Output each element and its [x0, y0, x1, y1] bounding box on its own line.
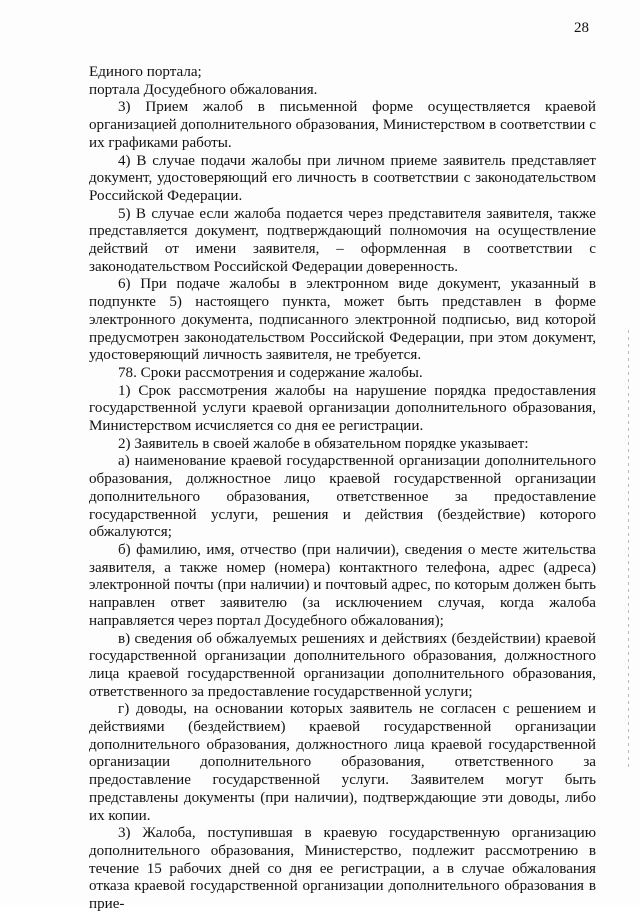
paragraph-78-2-complaint-content: 2) Заявитель в своей жалобе в обязательном порядке указывает: — [118, 435, 529, 452]
section-heading-78: 78. Сроки рассмотрения и содержание жалобы. — [118, 364, 423, 381]
scan-edge-artifact — [628, 330, 629, 770]
paragraph-78-3-received-complaint: 3) Жалоба, поступившая в краевую государственную организацию дополнительного образования, Министерство, подлежит рассмотрению в течение 15 рабочих дней со дня ее регистрации, а в случае обжалования отказа краевой государственной организации дополнительного образования в прие- — [89, 825, 596, 913]
paragraph-item-3-written-form: 3) Прием жалоб в письменной форме осуществляется краевой организацией дополнительного образования, Министерством в соответствии с их графиками работы. — [89, 99, 596, 151]
paragraph-item-5-representative: 5) В случае если жалоба подается через представителя заявителя, также представляется документ, подтверждающий полномочия на осуществление действий от имени заявителя, – оформленная в соответствии с законодательством Российской Федерации доверенность. — [89, 205, 596, 275]
paragraph-portal-pretrial: портала Досудебного обжалования. — [89, 81, 318, 98]
document-body — [89, 64, 596, 914]
page-number: 28 — [574, 20, 589, 36]
paragraph-78-2-v: в) сведения об обжалуемых решениях и действиях (бездействии) краевой государственной организации дополнительного образования, должностного лица краевой государственной организации дополнительного образования, ответственного за предоставление государственной услуги; — [89, 630, 596, 700]
paragraph-78-2-g: г) доводы, на основании которых заявитель не согласен с решением и действиями (бездействием) краевой государственной организации дополнительного образования, должностного лица краевой государственной организации дополнительного образования, ответственного за предоставление государственной услуги. Заявителем могут быть представлены документы (при наличии), подтверждающие эти доводы, либо их копии. — [89, 701, 596, 824]
paragraph-portal-single: Единого портала; — [89, 64, 202, 80]
paragraph-item-6-electronic: 6) При подаче жалобы в электронном виде документ, указанный в подпункте 5) настоящего пункта, может быть представлен в форме электронного документа, подписанного электронной подписью, вид которой предусмотрен законодательством Российской Федерации, при этом документ, удостоверяющий личность заявителя, не требуется. — [89, 276, 596, 364]
paragraph-78-2-b: б) фамилию, имя, отчество (при наличии), сведения о месте жительства заявителя, а также номер (номера) контактного телефона, адрес (адреса) электронной почты (при наличии) и почтовый адрес, по которым должен быть направлен ответ заявителю (за исключением случая, когда жалоба направляется через портал Досудебного обжалования); — [89, 541, 596, 629]
paragraph-78-2-a: а) наименование краевой государственной организации дополнительного образования, должностное лицо краевой государственной организации дополнительного образования, ответственное за предоставление государственной услуги, решения и действия (бездействие) которого обжалуются; — [89, 453, 596, 541]
paragraph-item-4-personal-reception: 4) В случае подачи жалобы при личном приеме заявитель представляет документ, удостоверяющий его личность в соответствии с законодательством Российской Федерации. — [89, 152, 596, 204]
paragraph-78-1-review-period: 1) Срок рассмотрения жалобы на нарушение порядка предоставления государственной услуги краевой организации дополнительного образования, Министерством исчисляется со дня ее регистрации. — [89, 382, 596, 435]
